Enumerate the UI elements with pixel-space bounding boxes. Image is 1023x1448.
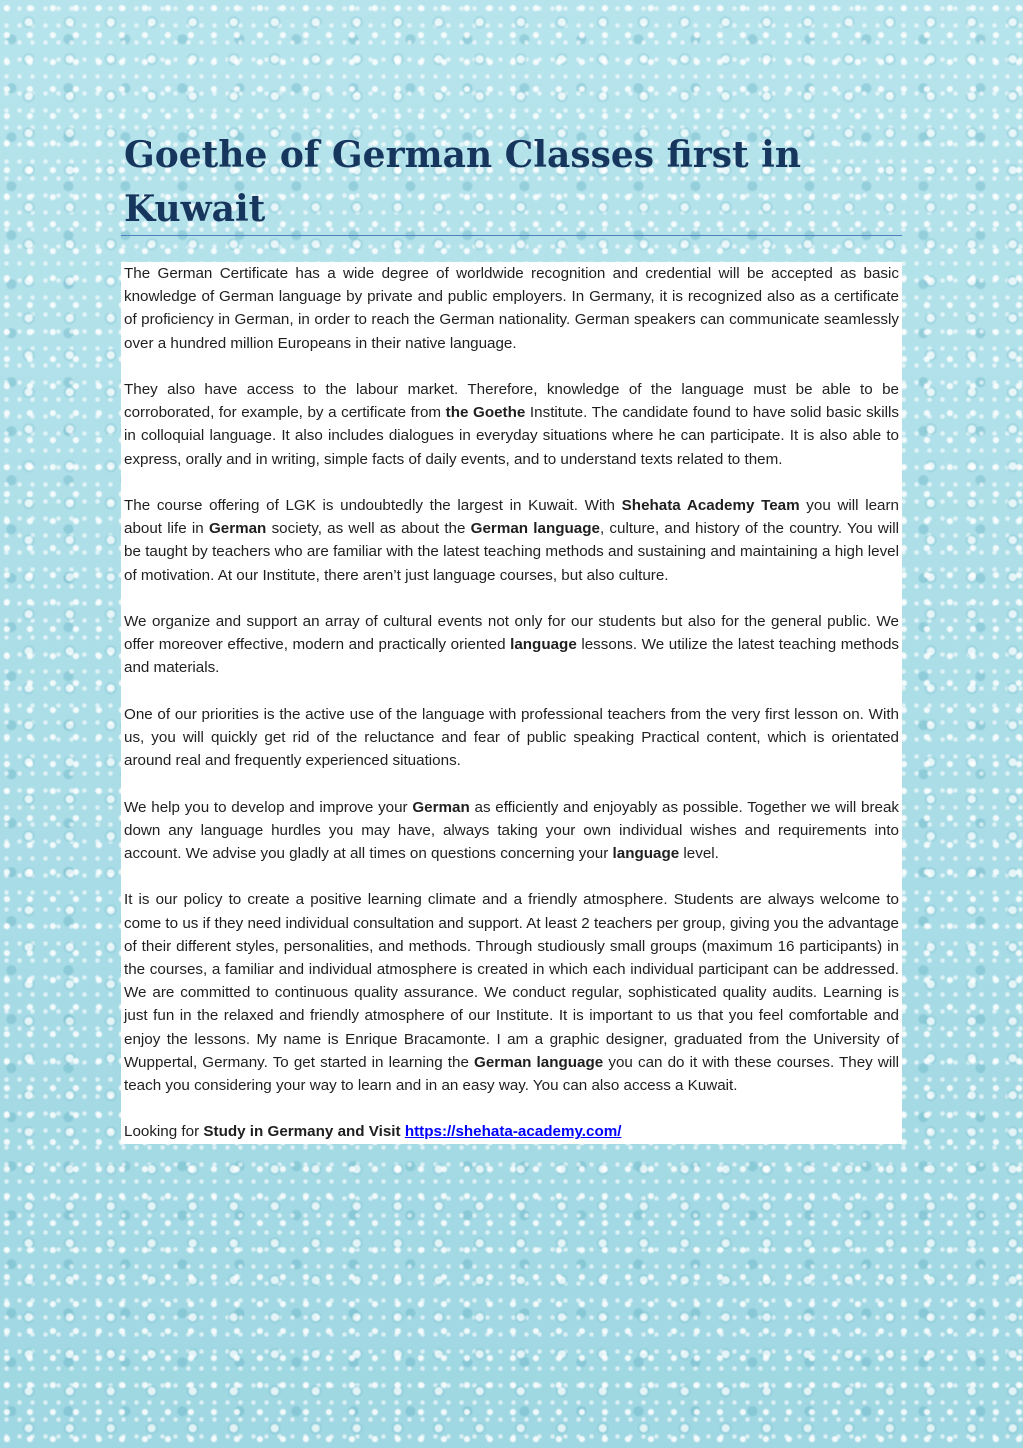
bold-the-goethe: the Goethe (445, 404, 526, 422)
bold-german-language: German language (470, 520, 600, 538)
shehata-academy-link[interactable]: https://shehata-academy.com/ (404, 1123, 622, 1141)
bold-german: German (208, 520, 267, 538)
paragraph-policy: It is our policy to create a positive learning climate and a friendly atmosphere. Students are always welcome to come to us if they need individual consultation and support. At least 2 teachers per group, giving you the advantage of their different styles, personalities, and methods. Through studiously small groups (maximum 16 participants) in the courses, a familiar and individual atmosphere is created in which each individual participant can be addressed. We are committed to continuous quality assurance. We conduct regular, sophisticated quality audits. Learning is just fun in the relaxed and friendly atmosphere of our Institute. It is important to us that you feel comfortable and enjoy the lessons. My name is Enrique Bracamonte. I am a graphic designer, graduated from the University of Wuppertal, Germany. To get started in learning the German language you can do it with these courses. They will teach you considering your way to learn and in an easy way. You can also access a Kuwait. (124, 891, 899, 1095)
bold-shehata-academy-team: Shehata Academy Team (621, 497, 800, 514)
bold-german-language: German language (474, 1053, 604, 1071)
paragraph-priorities: One of our priorities is the active use of the language with professional teachers from the very first lesson on. With us, you will quickly get rid of the reluctance and fear of public speaking Practical content, which is orientated around real and frequently experienced situations. (124, 705, 899, 770)
article-body (121, 262, 902, 1144)
bold-language: language (510, 636, 577, 654)
paragraph-certificate: The German Certificate has a wide degree of worldwide recognition and credential will be accepted as basic knowledge of German language by private and public employers. In Germany, it is recognized also as a certificate of proficiency in German, in order to reach the German nationality. German speakers can communicate seamlessly over a hundred million Europeans in their native language. (124, 265, 899, 352)
paragraph-labour-market: They also have access to the labour market. Therefore, knowledge of the language must be able to be corroborated, for example, by a certificate from the Goethe Institute. The candidate found to have solid basic skills in colloquial language. It also includes dialogues in everyday situations where he can participate. It is also able to express, orally and in writing, simple facts of daily events, and to understand texts related to them. (124, 381, 899, 468)
paragraph-develop: We help you to develop and improve your German as efficiently and enjoyably as possible. Together we will break down any language hurdles you may have, always taking your own individual wishes and requirements into account. We advise you gladly at all times on questions concerning your language level. (124, 798, 899, 862)
bold-study-in-germany: Study in Germany and Visit (203, 1123, 401, 1141)
title-underline (121, 235, 902, 236)
paragraph-looking-for: Looking for Study in Germany and Visit https://shehata-academy.com/ (124, 1123, 622, 1141)
paragraph-course-offering: The course offering of LGK is undoubtedly the largest in Kuwait. With Shehata Academy Team you will learn about life in German society, as well as about the German language, culture, and history of the country. You will be taught by teachers who are familiar with the latest teaching methods and sustaining and maintaining a high level of motivation. At our Institute, there aren’t just language courses, but also culture. (124, 497, 899, 584)
bold-german: German (412, 798, 470, 816)
bold-language: language (612, 845, 680, 862)
paragraph-cultural-events: We organize and support an array of cultural events not only for our students but also for the general public. We offer moreover effective, modern and practically oriented language lessons. We utilize the latest teaching methods and materials. (124, 613, 900, 677)
document-title: Goethe of German Classes first in Kuwait (124, 134, 801, 230)
